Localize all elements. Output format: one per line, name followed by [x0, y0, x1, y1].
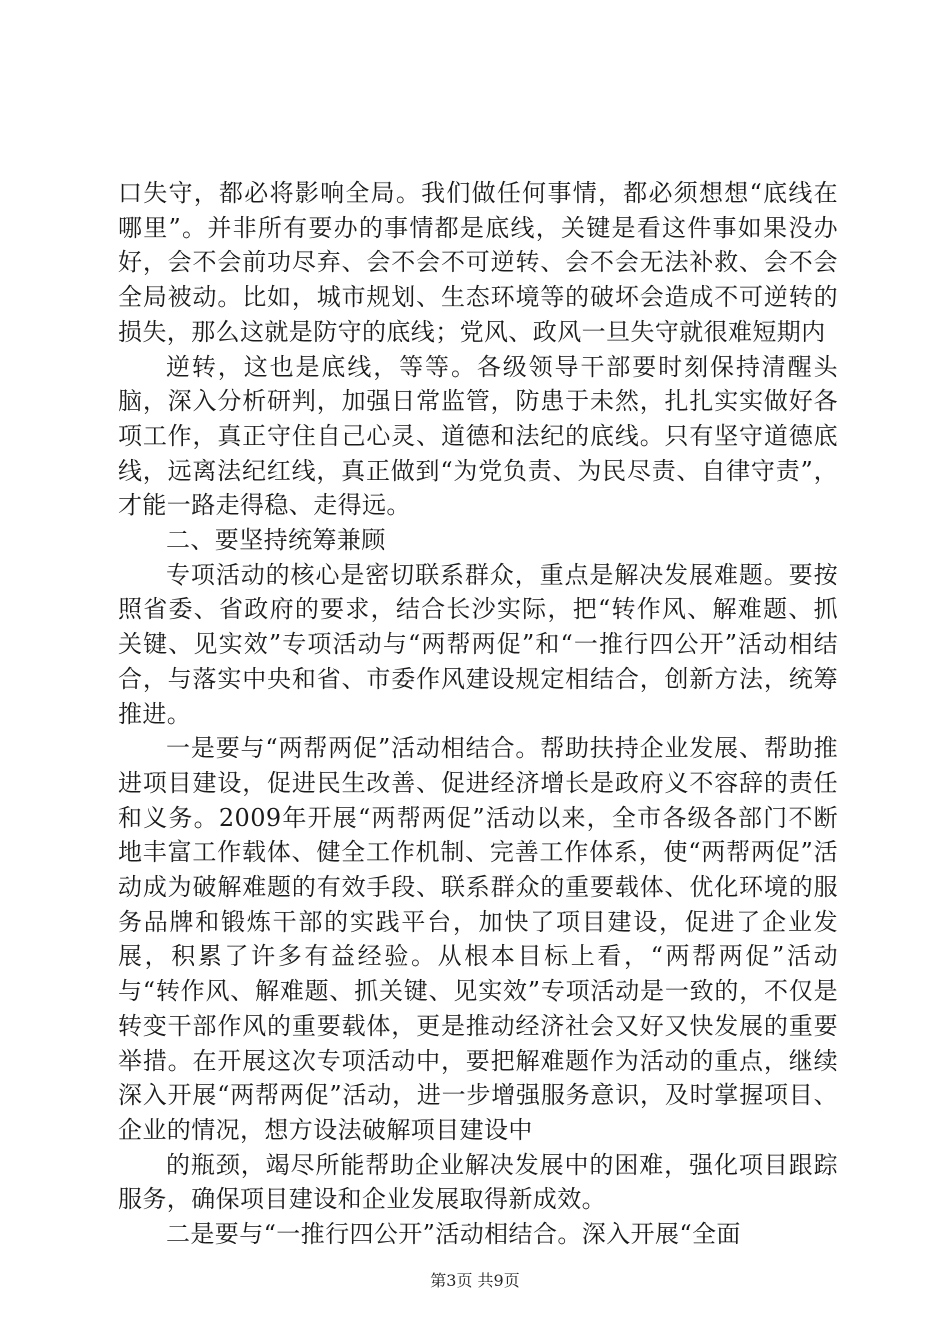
paragraph: 专项活动的核心是密切联系群众，重点是解决发展难题。要按照省委、省政府的要求，结合长沙实际，把“转作风、解难题、抓关键、见实效”专项活动与“两帮两促”和“一推行四公开”活动相结合，与落实中央和省、市委作风建设规定相结合，创新方法，统筹推进。 [118, 560, 838, 728]
paragraph: 口失守，都必将影响全局。我们做任何事情，都必须想想“底线在哪里”。并非所有要办的事情都是底线，关键是看这件事如果没办好，会不会前功尽弃、会不会不可逆转、会不会无法补救、会不会全局被动。比如，城市规划、生态环境等的破坏会造成不可逆转的损失，那么这就是防守的底线；党风、政风一旦失守就很难短期内 [118, 179, 838, 346]
paragraph: 逆转，这也是底线，等等。各级领导干部要时刻保持清醒头脑，深入分析研判，加强日常监管，防患于未然，扎扎实实做好各项工作，真正守住自己心灵、道德和法纪的底线。只有坚守道德底线，远离法纪红线，真正做到“为党负责、为民尽责、自律守责”，才能一路走得稳、走得远。 [118, 352, 838, 520]
paragraph: 的瓶颈，竭尽所能帮助企业解决发展中的困难，强化项目跟踪服务，确保项目建设和企业发展取得新成效。 [118, 1150, 838, 1214]
page-footer: 第3页 共9页 [430, 1271, 520, 1290]
document-body [118, 176, 838, 1252]
paragraph: 二是要与“一推行四公开”活动相结合。深入开展“全面 [166, 1220, 741, 1249]
paragraph: 一是要与“两帮两促”活动相结合。帮助扶持企业发展、帮助推进项目建设，促进民生改善、促进经济增长是政府义不容辞的责任和义务。2009年开展“两帮两促”活动以来，全市各级各部门不断地丰富工作载体、健全工作机制、完善工作体系，使“两帮两促”活动成为破解难题的有效手段、联系群众的重要载体、优化环境的服务品牌和锻炼干部的实践平台，加快了项目建设，促进了企业发展，积累了许多有益经验。从根本目标上看，“两帮两促”活动与“转作风、解难题、抓关键、见实效”专项活动是一致的，不仅是转变干部作风的重要载体，更是推动经济社会又好又快发展的重要举措。在开展这次专项活动中，要把解难题作为活动的重点，继续深入开展“两帮两促”活动，进一步增强服务意识，及时掌握项目、企业的情况，想方设法破解项目建设中 [118, 734, 838, 1144]
section-heading: 二、要坚持统筹兼顾 [166, 526, 386, 555]
